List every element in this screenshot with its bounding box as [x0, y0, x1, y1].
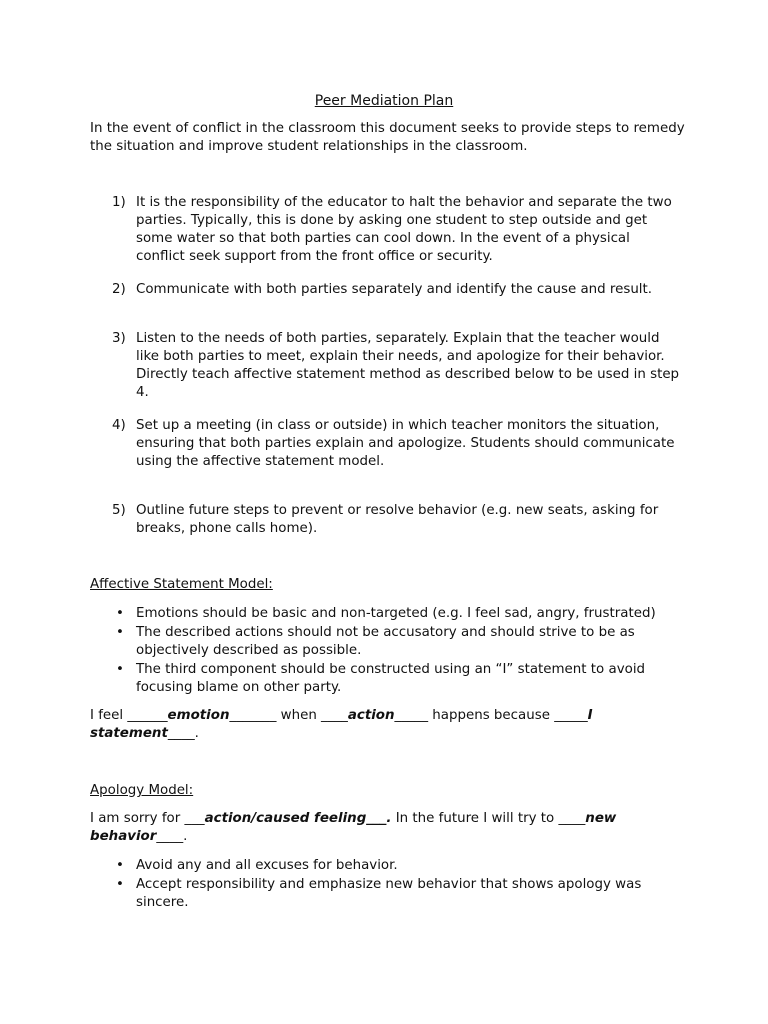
apology-bullet-2 [112, 876, 682, 912]
bullet-text: The described actions should not be accusatory and should strive to be as objectively described as possible. [136, 625, 635, 658]
template-text: In the future I will try to ____ [391, 811, 586, 826]
document-title: Peer Mediation Plan [314, 93, 454, 109]
bullet-icon: • [116, 606, 124, 621]
template-i-statement: I statement [90, 708, 593, 741]
step-item-3 [112, 330, 682, 402]
bullet-icon: • [116, 625, 124, 640]
template-action: action [347, 708, 395, 723]
template-emotion: emotion [167, 708, 230, 723]
template-text: _______ when ____ [229, 708, 348, 723]
template-text: I am sorry for ___ [90, 811, 205, 826]
bullet-icon: • [116, 662, 124, 677]
template-text: ____. [167, 726, 199, 741]
template-text: ____. [156, 829, 188, 844]
step-item-2 [112, 281, 682, 299]
template-text: I feel ______ [90, 708, 168, 723]
step-number: 1) [112, 195, 126, 210]
bullet-icon: • [116, 877, 124, 892]
affective-bullet-2 [112, 624, 682, 660]
step-item-1 [112, 194, 682, 266]
bullet-icon: • [116, 858, 124, 873]
affective-bullet-3 [112, 661, 682, 697]
apology-template [90, 810, 670, 846]
affective-bullet-1 [112, 605, 682, 623]
step-text: Communicate with both parties separately and identify the cause and result. [136, 282, 653, 297]
step-number: 4) [112, 418, 126, 433]
step-item-5 [112, 502, 682, 538]
step-number: 2) [112, 282, 126, 297]
step-number: 5) [112, 503, 126, 518]
bullet-text: Avoid any and all excuses for behavior. [136, 858, 398, 873]
affective-heading: Affective Statement Model: [90, 577, 273, 592]
apology-heading: Apology Model: [90, 783, 194, 798]
intro-paragraph: In the event of conflict in the classroom this document seeks to provide steps to remedy the situation and improve student relationships in the classroom. [90, 121, 685, 154]
bullet-text: Emotions should be basic and non-targeted (e.g. I feel sad, angry, frustrated) [136, 606, 656, 621]
apology-bullet-1 [112, 857, 682, 875]
template-caused-feeling: action/caused feeling___. [204, 811, 392, 826]
step-text: Listen to the needs of both parties, separately. Explain that the teacher would like both parties to meet, explain their needs, and apologize for their behavior. Directly teach affective statement method as described below to be used in step 4. [136, 331, 680, 400]
affective-template [90, 707, 650, 743]
template-new-behavior: new behavior [90, 811, 617, 844]
step-text: Set up a meeting (in class or outside) in which teacher monitors the situation, ensuring that both parties explain and apologize. Students should communicate using the affective statement model. [136, 418, 675, 469]
template-text: _____ happens because _____ [394, 708, 588, 723]
step-number: 3) [112, 331, 126, 346]
bullet-text: Accept responsibility and emphasize new behavior that shows apology was sincere. [136, 877, 642, 910]
step-item-4 [112, 417, 682, 471]
bullet-text: The third component should be constructed using an “I” statement to avoid focusing blame on other party. [136, 662, 646, 695]
step-text: It is the responsibility of the educator to halt the behavior and separate the two parties. Typically, this is done by asking one student to step outside and get some water so that both parties can cool down. In the event of a physical conflict seek support from the front office or security. [136, 195, 672, 264]
step-text: Outline future steps to prevent or resolve behavior (e.g. new seats, asking for breaks, phone calls home). [136, 503, 659, 536]
